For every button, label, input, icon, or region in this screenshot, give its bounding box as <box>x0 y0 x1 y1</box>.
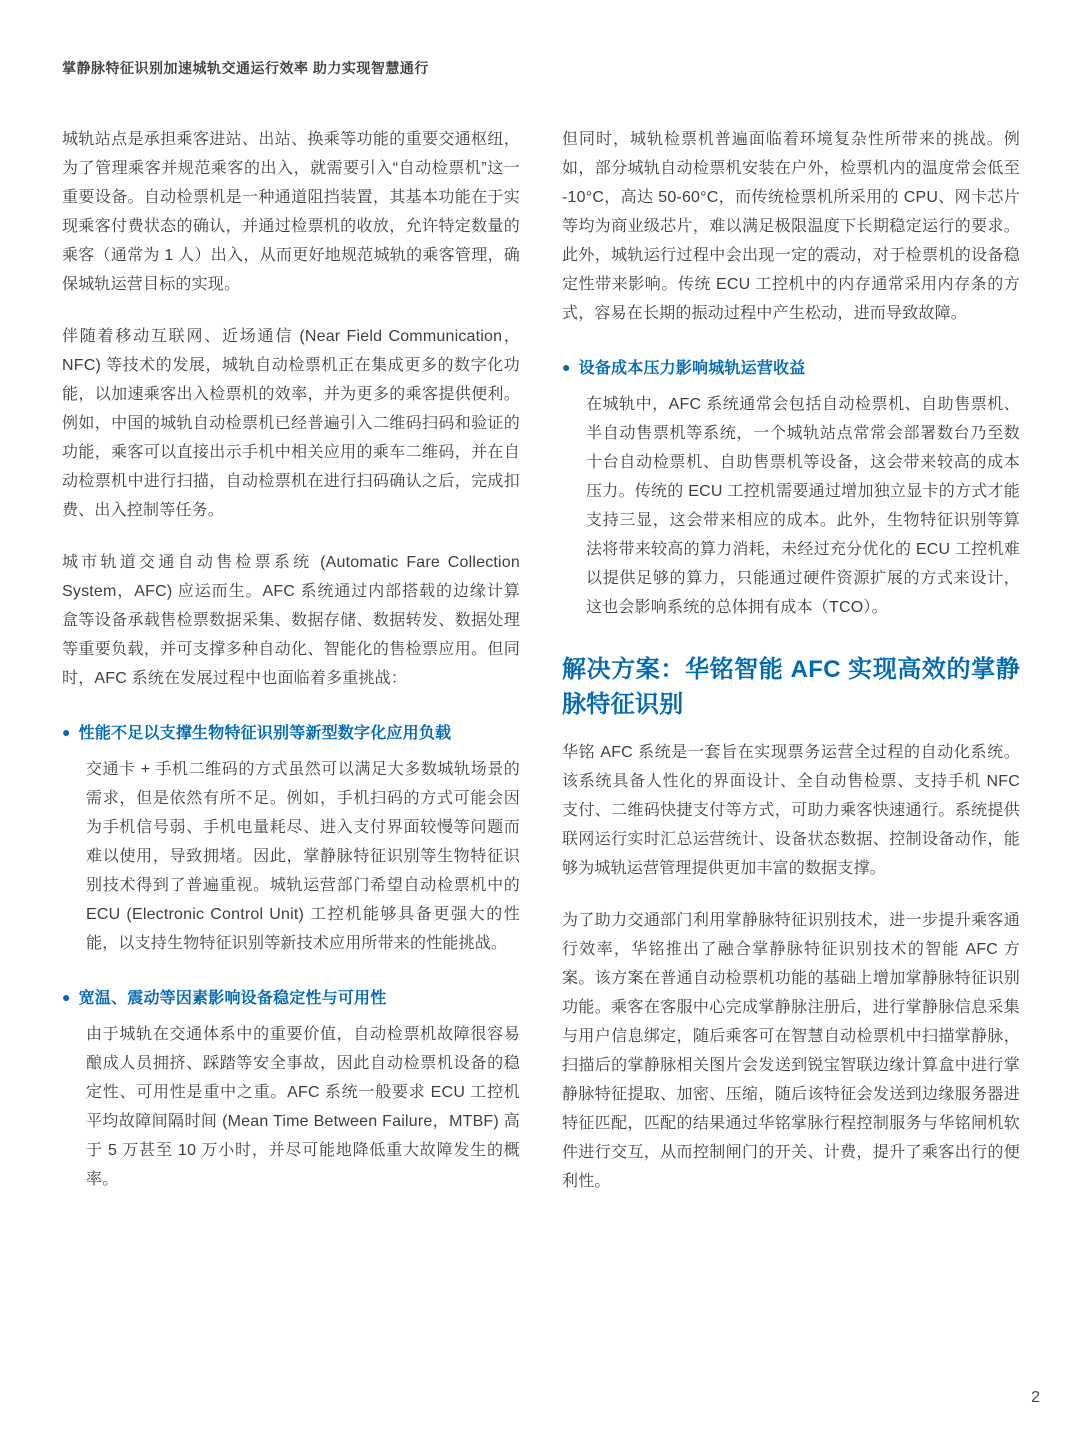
paragraph-afc-system: 城市轨道交通自动售检票系统 (Automatic Fare Collection System，AFC) 应运而生。AFC 系统通过内部搭载的边缘计算盒等设备承载售检票数据采集、数据存储、数据转发、数据处理等重要负载，并可支撑多种自动化、智能化的售检票应用。但同时，AFC 系统在发展过程中也面临着多重挑战： <box>62 554 520 687</box>
left-column <box>62 125 520 1219</box>
challenge-heading-performance <box>62 720 520 743</box>
bullet-dot-icon: ● <box>562 359 571 375</box>
paragraph-cost-challenge: 在城轨中，AFC 系统通常会包括自动检票机、自助售票机、半自动售票机等系统，一个城轨站点常常会部署数台乃至数十台自动检票机、自助售票机等设备，这会带来较高的成本压力。传统的 ECU 工控机需要通过增加独立显卡的方式才能支持三显，这会带来相应的成本。此外，生物特征识别等算法将带来较高的算力消耗，未经过充分优化的 ECU 工控机难以提供足够的算力，只能通过硬件资源扩展的方式来设计，这也会影响系统的总体拥有成本（TCO）。 <box>586 396 1020 616</box>
bullet-dot-icon: ● <box>62 724 71 740</box>
paragraph-palm-vein-solution: 为了助力交通部门利用掌静脉特征识别技术，进一步提升乘客通行效率，华铭推出了融合掌静脉特征识别技术的智能 AFC 方案。该方案在普通自动检票机功能的基础上增加掌静脉特征识别功能。乘客在客服中心完成掌静脉注册后，进行掌静脉信息采集与用户信息绑定，随后乘客可在智慧自动检票机中扫描掌静脉，扫描后的掌静脉相关图片会发送到锐宝智联边缘计算盒中进行掌静脉特征提取、加密、压缩，随后该特征会发送到边缘服务器进特征匹配，匹配的结果通过华铭掌脉行程控制服务与华铭闸机软件进行交互，从而控制闸门的开关、计费，提升了乘客出行的便利性。 <box>562 912 1020 1190</box>
two-column-layout <box>62 125 1020 1219</box>
challenge-heading-stability <box>62 985 520 1008</box>
document-header-title: 掌静脉特征识别加速城轨交通运行效率 助力实现智慧通行 <box>62 60 429 76</box>
paragraph-nfc-digital: 伴随着移动互联网、近场通信 (Near Field Communication，NFC) 等技术的发展，城轨自动检票机正在集成更多的数字化功能，以加速乘客出入检票机的效率，并为更多的乘客提供便利。例如，中国的城轨自动检票机已经普遍引入二维码扫码和验证的功能，乘客可以直接出示手机中相关应用的乘车二维码，并在自动检票机中进行扫描，自动检票机在进行扫码确认之后，完成扣费、出入控制等任务。 <box>62 328 520 519</box>
paragraph-performance-challenge: 交通卡 + 手机二维码的方式虽然可以满足大多数城轨场景的需求，但是依然有所不足。例如，手机扫码的方式可能会因为手机信号弱、手机电量耗尽、进入支付界面较慢等问题而难以使用，导致拥堵。因此，掌静脉特征识别等生物特征识别技术得到了普遍重视。城轨运营部门希望自动检票机中的 ECU (Electronic Control Unit) 工控机能够具备更强大的性能，以支持生物特征识别等新技术应用所带来的性能挑战。 <box>86 761 520 952</box>
solution-section-heading: 解决方案：华铭智能 AFC 实现高效的掌静脉特征识别 <box>562 656 1020 718</box>
challenge-heading-cost-label: 设备成本压力影响城轨运营收益 <box>578 360 806 377</box>
paragraph-intro-gates: 城轨站点是承担乘客进站、出站、换乘等功能的重要交通枢纽，为了管理乘客并规范乘客的出入，就需要引入“自动检票机”这一重要设备。自动检票机是一种通道阻挡装置，其基本功能在于实现乘客付费状态的确认，并通过检票机的收放，允许特定数量的乘客（通常为 1 人）出入，从而更好地规范城轨的乘客管理，确保城轨运营目标的实现。 <box>62 131 520 293</box>
challenge-heading-stability-label: 宽温、震动等因素影响设备稳定性与可用性 <box>78 990 387 1007</box>
challenge-heading-cost <box>562 355 1020 378</box>
page-number: 2 <box>1031 1389 1040 1406</box>
paragraph-stability-challenge: 由于城轨在交通体系中的重要价值，自动检票机故障很容易酿成人员拥挤、踩踏等安全事故，因此自动检票机设备的稳定性、可用性是重中之重。AFC 系统一般要求 ECU 工控机平均故障间隔时间 (Mean Time Between Failure，MTBF) 高于 5 万甚至 10 万小时，并尽可能地降低重大故障发生的概率。 <box>86 1026 520 1188</box>
bullet-dot-icon: ● <box>62 989 71 1005</box>
paragraph-huaming-afc-overview: 华铭 AFC 系统是一套旨在实现票务运营全过程的自动化系统。该系统具备人性化的界面设计、全自动售检票、支持手机 NFC 支付、二维码快捷支付等方式，可助力乘客快速通行。系统提供联网运行实时汇总运营统计、设备状态数据、控制设备动作，能够为城轨运营管理提供更加丰富的数据支撑。 <box>562 744 1020 877</box>
right-column <box>562 125 1020 1219</box>
challenge-heading-performance-label: 性能不足以支撑生物特征识别等新型数字化应用负载 <box>78 725 452 742</box>
paragraph-environment-challenge: 但同时，城轨检票机普遍面临着环境复杂性所带来的挑战。例如，部分城轨自动检票机安装在户外，检票机内的温度常会低至 -10°C，高达 50-60°C，而传统检票机所采用的 CPU、网卡芯片等均为商业级芯片，难以满足极限温度下长期稳定运行的要求。此外，城轨运行过程中会出现一定的震动，对于检票机的设备稳定性带来影响。传统 ECU 工控机中的内存通常采用内存条的方式，容易在长期的振动过程中产生松动，进而导致故障。 <box>562 131 1020 322</box>
